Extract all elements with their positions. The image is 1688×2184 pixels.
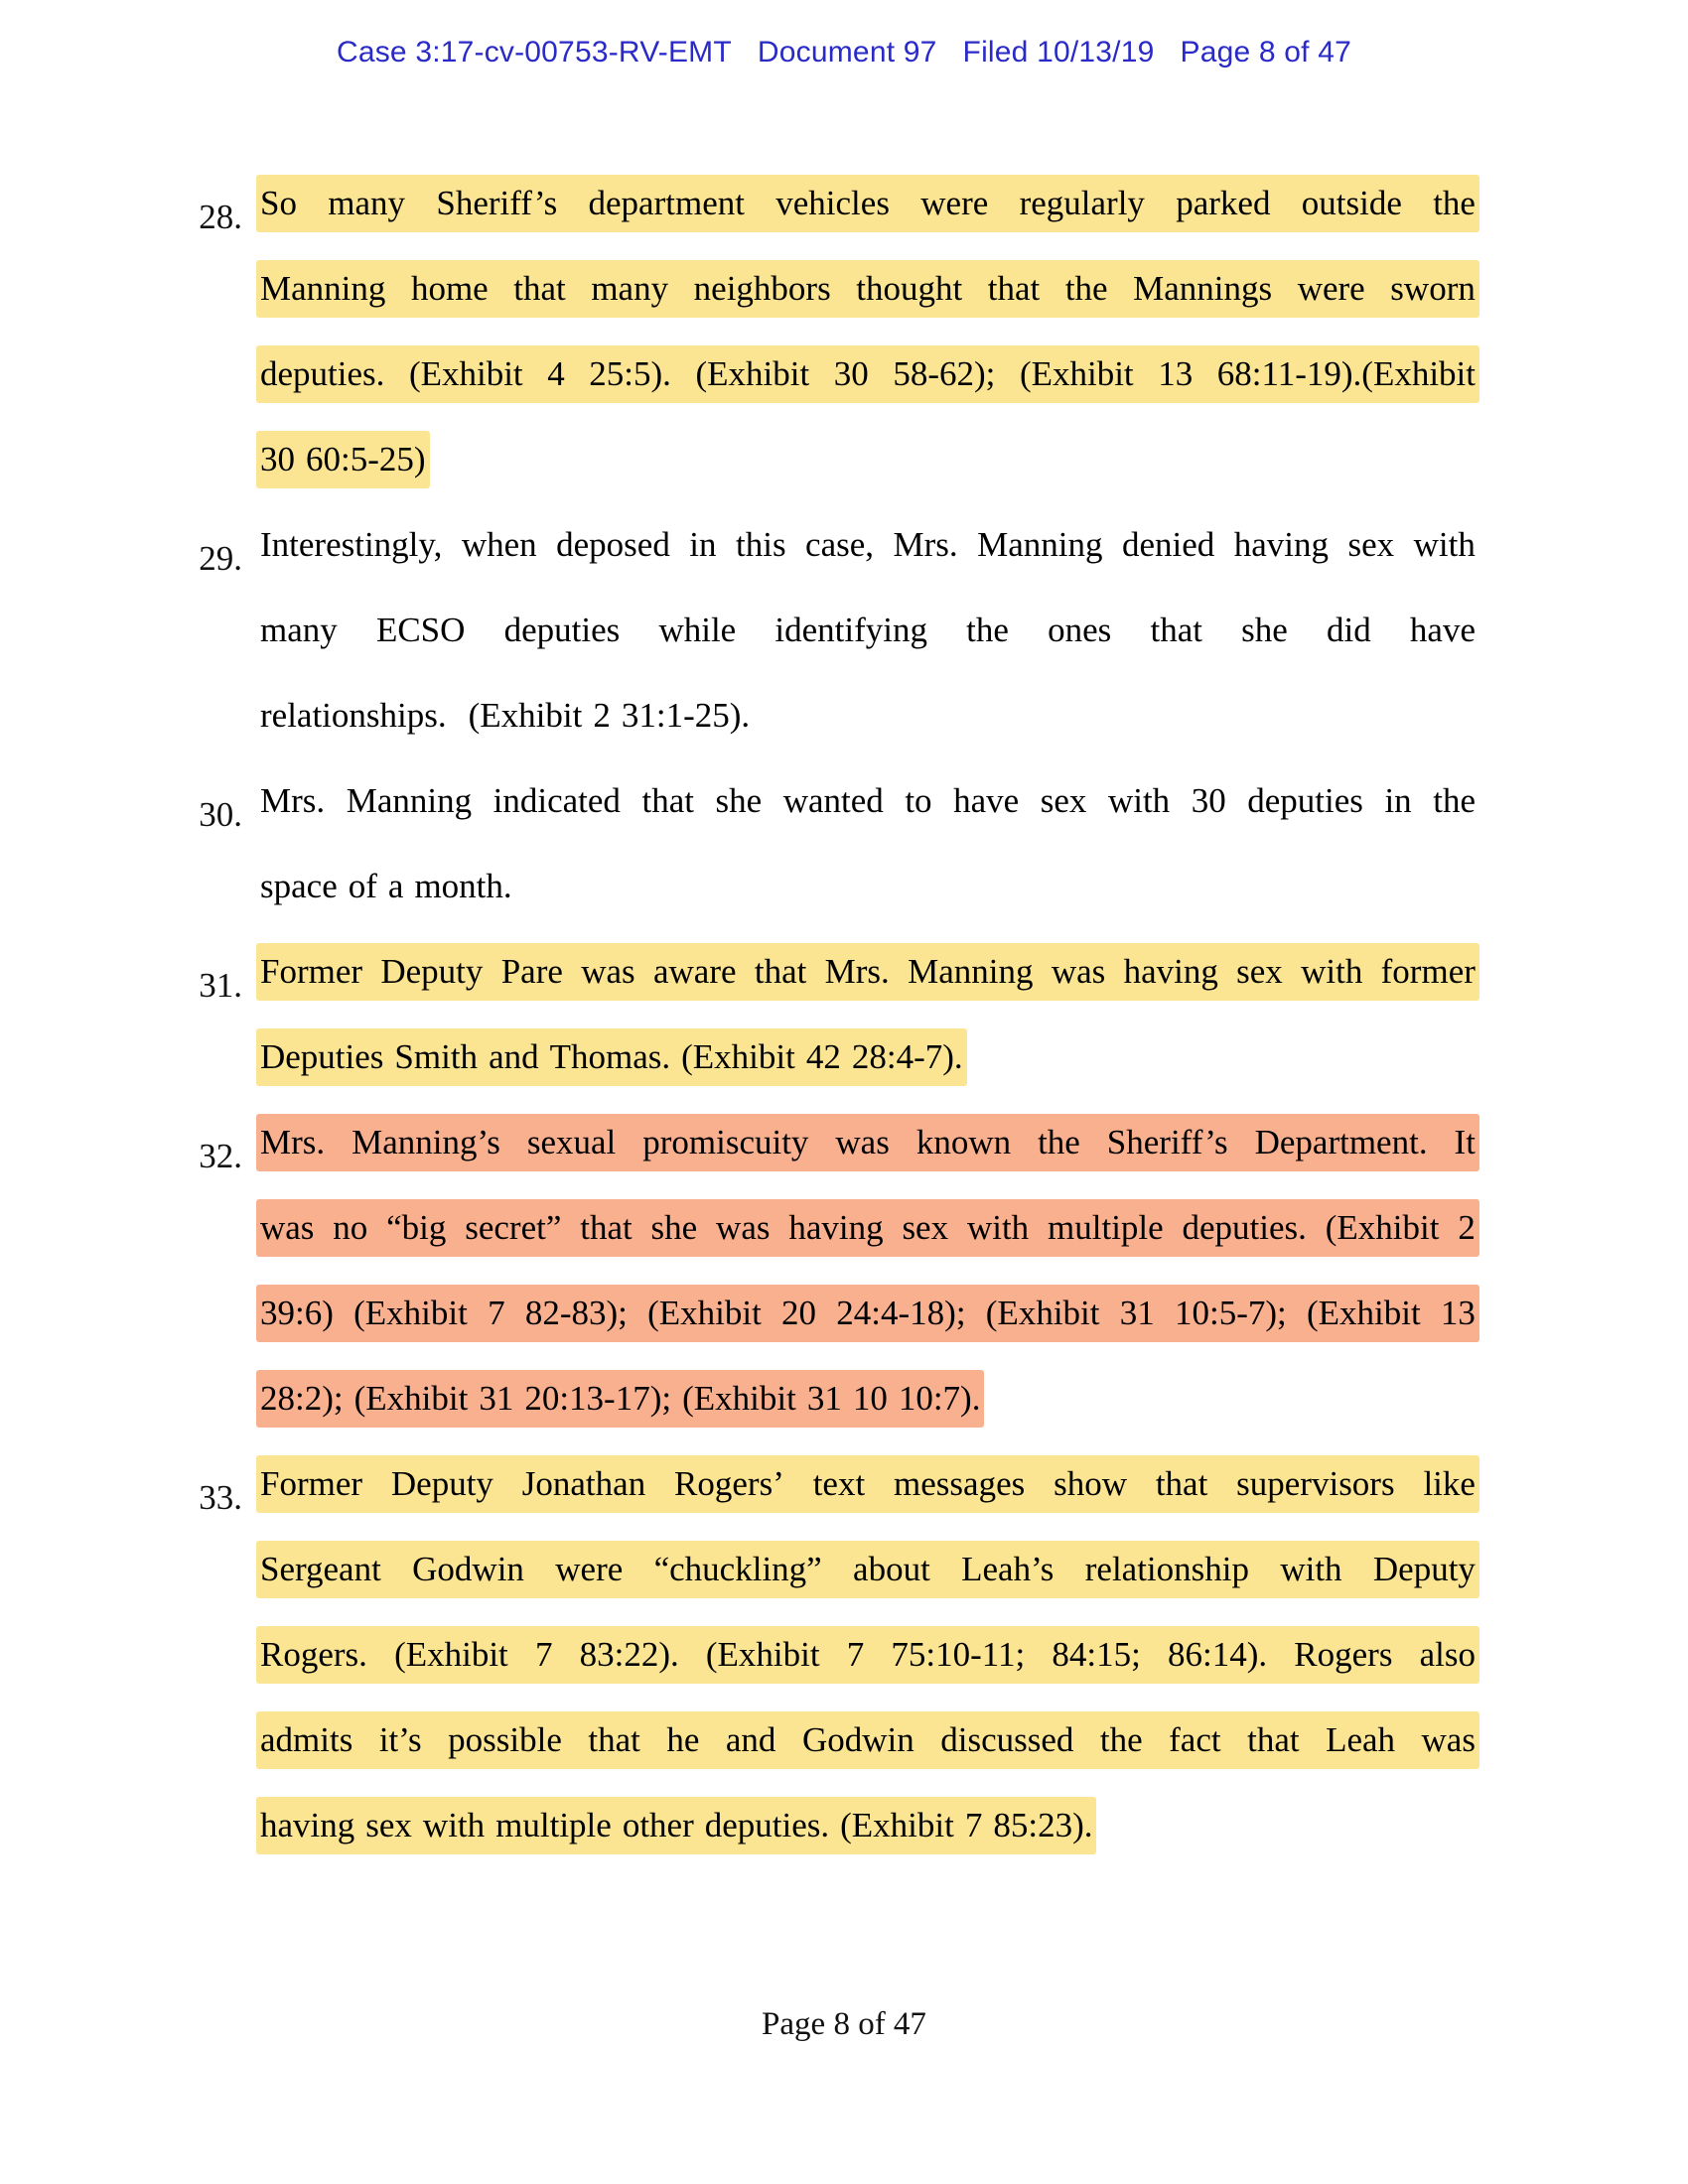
word: have (953, 781, 1020, 820)
word: no (333, 1208, 368, 1247)
word: were (920, 184, 989, 222)
word: (Exhibit (353, 1294, 468, 1332)
paragraph-number: 33. (199, 1478, 242, 1517)
paragraph-number: 30. (199, 795, 242, 834)
header-document-number: Document 97 (757, 36, 937, 68)
word: this (736, 525, 786, 564)
word: 13 (1158, 354, 1194, 393)
word: having (260, 1806, 355, 1844)
word: 60:5-25) (306, 440, 426, 478)
word: Sergeant (260, 1550, 381, 1588)
word: Department. (1254, 1123, 1428, 1161)
word: in (1384, 781, 1412, 820)
word: a (387, 867, 404, 905)
text-run (256, 602, 1479, 659)
highlight-salmon (256, 1285, 1479, 1342)
word: Rogers’ (674, 1464, 784, 1503)
word: parked (1176, 184, 1271, 222)
paragraph-text (256, 516, 1479, 772)
highlight-salmon (256, 1370, 984, 1428)
highlight-yellow (256, 1455, 1479, 1513)
highlight-yellow (256, 1626, 1479, 1684)
numbered-paragraph (189, 175, 1479, 516)
word: wanted (782, 781, 884, 820)
text-line (256, 175, 1479, 260)
word: it’s (378, 1720, 422, 1759)
word: many (591, 269, 669, 308)
header-page-indicator: Page 8 of 47 (1180, 36, 1352, 68)
word: admits (260, 1720, 353, 1759)
word: promiscuity (642, 1123, 809, 1161)
text-line (256, 1370, 1479, 1455)
word: sex (1347, 525, 1395, 564)
word: ones (1048, 611, 1112, 649)
word: 68:11-19).(Exhibit (1216, 354, 1476, 393)
word: that (1247, 1720, 1300, 1759)
word: that (580, 1208, 633, 1247)
highlight-yellow (256, 943, 1479, 1001)
text-line (256, 345, 1479, 431)
text-line (256, 516, 1479, 602)
word: did (1326, 611, 1371, 649)
paragraph-number: 29. (199, 539, 242, 578)
numbered-paragraph (189, 943, 1479, 1114)
text-line (256, 1541, 1479, 1626)
word: of (348, 867, 377, 905)
word: space (260, 867, 338, 905)
word: 24:4-18); (836, 1294, 966, 1332)
word: neighbors (693, 269, 831, 308)
word: aware (652, 952, 737, 991)
paragraph-number: 28. (199, 198, 242, 236)
word: 20 (781, 1294, 817, 1332)
word: Mrs. (824, 952, 890, 991)
word: with (966, 1208, 1030, 1247)
word: 28:4-7). (851, 1037, 963, 1076)
word: Former (260, 1464, 363, 1503)
word: Leah’s (961, 1550, 1055, 1588)
word: 85:23). (993, 1806, 1093, 1844)
text-run (256, 516, 1479, 574)
word: the (1064, 269, 1108, 308)
word: (Exhibit (985, 1294, 1100, 1332)
text-line (256, 1114, 1479, 1199)
word: the (1038, 1123, 1080, 1161)
word: was (581, 952, 635, 991)
word: 13 (1440, 1294, 1476, 1332)
word: home (410, 269, 489, 308)
word: that (1155, 1464, 1208, 1503)
word: 83:22). (579, 1635, 679, 1674)
word: “chuckling” (653, 1550, 822, 1588)
word: that (588, 1720, 640, 1759)
word: 28:2); (260, 1379, 344, 1418)
word: 82-83); (524, 1294, 628, 1332)
word: relationships. (260, 696, 447, 735)
word: (Exhibit (408, 354, 523, 393)
word: 20:13-17); (524, 1379, 672, 1418)
word: was (1051, 952, 1106, 991)
word: multiple (495, 1806, 612, 1844)
word: to (905, 781, 932, 820)
word: deputies (503, 611, 621, 649)
word: Manning’s (352, 1123, 500, 1161)
word: she (1241, 611, 1288, 649)
word: 7 (846, 1635, 865, 1674)
word: Godwin (801, 1720, 914, 1759)
word: vehicles (775, 184, 890, 222)
word: that (987, 269, 1041, 308)
word: having (1233, 525, 1330, 564)
word: also (1419, 1635, 1476, 1674)
word: (Exhibit (353, 1379, 469, 1418)
word: Sheriff’s (1106, 1123, 1228, 1161)
word: Manning (977, 525, 1103, 564)
highlight-yellow (256, 1541, 1479, 1598)
word: Sheriff’s (436, 184, 558, 222)
word: sex (365, 1806, 412, 1844)
word: Smith (394, 1037, 479, 1076)
word: and (489, 1037, 539, 1076)
word: Mrs. (260, 781, 326, 820)
word: many (260, 611, 338, 649)
paragraph-number: 32. (199, 1137, 242, 1175)
word: sex (1236, 952, 1283, 991)
word: 31 (1119, 1294, 1155, 1332)
text-line (256, 1028, 1479, 1114)
paragraph-text (256, 175, 1479, 516)
ecf-header-stamp (0, 36, 1688, 69)
text-line (256, 1626, 1479, 1711)
text-run (256, 772, 1479, 830)
word: was (716, 1208, 771, 1247)
text-line (256, 260, 1479, 345)
word: Manning (346, 781, 473, 820)
highlight-yellow (256, 1711, 1479, 1769)
word: sex (1040, 781, 1087, 820)
word: 25:5). (589, 354, 671, 393)
word: having (1123, 952, 1218, 991)
word: Rogers (1294, 1635, 1393, 1674)
word: Leah (1326, 1720, 1396, 1759)
word: and (725, 1720, 776, 1759)
paragraph-text (256, 1455, 1479, 1882)
word: 2 (593, 696, 611, 735)
word: while (658, 611, 737, 649)
word: Manning (908, 952, 1034, 991)
word: (Exhibit (1019, 354, 1134, 393)
word: relationship (1084, 1550, 1249, 1588)
word: Jonathan (521, 1464, 646, 1503)
text-run (256, 858, 516, 915)
word: Godwin (412, 1550, 524, 1588)
word: sworn (1390, 269, 1476, 308)
word: Interestingly, (260, 525, 443, 564)
highlight-yellow (256, 1797, 1096, 1854)
word: Pare (500, 952, 563, 991)
word: that (641, 781, 694, 820)
word: with (422, 1806, 486, 1844)
word: identifying (774, 611, 927, 649)
word: 30 (1191, 781, 1226, 820)
numbered-paragraph (189, 1455, 1479, 1882)
highlight-salmon (256, 1199, 1479, 1257)
word: fact (1169, 1720, 1221, 1759)
word: 75:10-11; (891, 1635, 1026, 1674)
highlight-yellow (256, 175, 1479, 232)
header-case-number: Case 3:17-cv-00753-RV-EMT (336, 36, 732, 68)
highlight-salmon (256, 1114, 1479, 1171)
text-line (256, 943, 1479, 1028)
word: denied (1121, 525, 1215, 564)
word: with (1107, 781, 1171, 820)
word: 39:6) (260, 1294, 334, 1332)
word: (Exhibit (695, 354, 810, 393)
word: 31:1-25). (621, 696, 751, 735)
word: It (1454, 1123, 1476, 1161)
word: 10:7). (898, 1379, 981, 1418)
word: when (461, 525, 537, 564)
word: deputies (1247, 781, 1363, 820)
word: the (966, 611, 1009, 649)
word: So (260, 184, 297, 222)
word: 31 (479, 1379, 514, 1418)
word: ECSO (375, 611, 466, 649)
highlight-yellow (256, 260, 1479, 318)
word: about (853, 1550, 930, 1588)
word: 10 (852, 1379, 888, 1418)
text-line (256, 1797, 1479, 1882)
numbered-paragraph (189, 516, 1479, 772)
word: 7 (534, 1635, 553, 1674)
word: text (812, 1464, 866, 1503)
word: (Exhibit (394, 1635, 508, 1674)
word: 30 (833, 354, 869, 393)
word: known (915, 1123, 1012, 1161)
paragraph-text (256, 943, 1479, 1114)
word: regularly (1019, 184, 1145, 222)
text-line (256, 858, 1479, 943)
word: with (1280, 1550, 1342, 1588)
text-line (256, 1455, 1479, 1541)
word: Mannings (1133, 269, 1273, 308)
word: month. (414, 867, 512, 905)
word: Mrs. (260, 1123, 326, 1161)
word: 2 (1458, 1208, 1476, 1247)
highlight-yellow (256, 1028, 967, 1086)
word: was (260, 1208, 315, 1247)
text-run (256, 687, 754, 745)
word: department (588, 184, 745, 222)
word: Manning (260, 269, 386, 308)
word: she (715, 781, 763, 820)
word: Deputy (380, 952, 484, 991)
numbered-paragraph-list (189, 175, 1479, 1882)
word: (Exhibit (1306, 1294, 1421, 1332)
word: sexual (526, 1123, 617, 1161)
word: that (754, 952, 807, 991)
word: Mrs. (893, 525, 958, 564)
word: have (1409, 611, 1476, 649)
highlight-yellow (256, 345, 1479, 403)
word: 10:5-7); (1174, 1294, 1287, 1332)
word: was (835, 1123, 890, 1161)
word: secret” (465, 1208, 562, 1247)
word: messages (894, 1464, 1026, 1503)
word: Thomas. (549, 1037, 671, 1076)
word: discussed (940, 1720, 1074, 1759)
numbered-paragraph (189, 772, 1479, 943)
word: deposed (556, 525, 670, 564)
word: possible (448, 1720, 562, 1759)
text-line (256, 772, 1479, 858)
word: Rogers. (260, 1635, 367, 1674)
word: (Exhibit (705, 1635, 820, 1674)
word: (Exhibit (682, 1379, 796, 1418)
word: (Exhibit (681, 1037, 795, 1076)
word: deputies. (704, 1806, 830, 1844)
word: “big (386, 1208, 447, 1247)
word: Deputy (390, 1464, 493, 1503)
word: she (650, 1208, 698, 1247)
page-footer: Page 8 of 47 (762, 2006, 926, 2042)
word: outside (1301, 184, 1402, 222)
word: 58-62); (893, 354, 996, 393)
word: in (689, 525, 717, 564)
word: 30 (260, 440, 295, 478)
word: 84:15; (1052, 1635, 1141, 1674)
word: deputies. (1182, 1208, 1307, 1247)
word: were (555, 1550, 624, 1588)
text-line (256, 687, 1479, 772)
word: multiple (1048, 1208, 1164, 1247)
word: other (622, 1806, 694, 1844)
word: 7 (488, 1294, 505, 1332)
word: Former (260, 952, 363, 991)
word: (Exhibit (1325, 1208, 1440, 1247)
word: thought (856, 269, 963, 308)
text-line (256, 1285, 1479, 1370)
paragraph-text (256, 1114, 1479, 1455)
text-line (256, 602, 1479, 687)
word: (Exhibit (840, 1806, 954, 1844)
word: he (666, 1720, 700, 1759)
word: like (1423, 1464, 1476, 1503)
word: supervisors (1236, 1464, 1395, 1503)
word: Deputy (1372, 1550, 1476, 1588)
word: 4 (547, 354, 565, 393)
paragraph-text (256, 772, 1479, 943)
word: (Exhibit (468, 696, 583, 735)
word: the (1433, 781, 1476, 820)
word: indicated (492, 781, 621, 820)
header-filed-date: Filed 10/13/19 (962, 36, 1155, 68)
word: the (1433, 184, 1476, 222)
word: that (1150, 611, 1202, 649)
word: the (1099, 1720, 1143, 1759)
text-line (256, 1199, 1479, 1285)
numbered-paragraph (189, 1114, 1479, 1455)
word: 7 (964, 1806, 983, 1844)
word: having (788, 1208, 884, 1247)
highlight-yellow (256, 431, 430, 488)
word: former (1380, 952, 1476, 991)
word: case, (805, 525, 875, 564)
word: show (1054, 1464, 1127, 1503)
word: with (1301, 952, 1363, 991)
word: 42 (805, 1037, 841, 1076)
word: Deputies (260, 1037, 384, 1076)
word: (Exhibit (647, 1294, 762, 1332)
text-line (256, 431, 1479, 516)
word: 31 (806, 1379, 842, 1418)
word: many (328, 184, 406, 222)
word: were (1297, 269, 1365, 308)
word: with (1413, 525, 1476, 564)
text-line (256, 1711, 1479, 1797)
word: 86:14). (1168, 1635, 1268, 1674)
paragraph-number: 31. (199, 966, 242, 1005)
word: sex (902, 1208, 949, 1247)
word: deputies. (260, 354, 385, 393)
word: was (1421, 1720, 1476, 1759)
word: that (513, 269, 566, 308)
